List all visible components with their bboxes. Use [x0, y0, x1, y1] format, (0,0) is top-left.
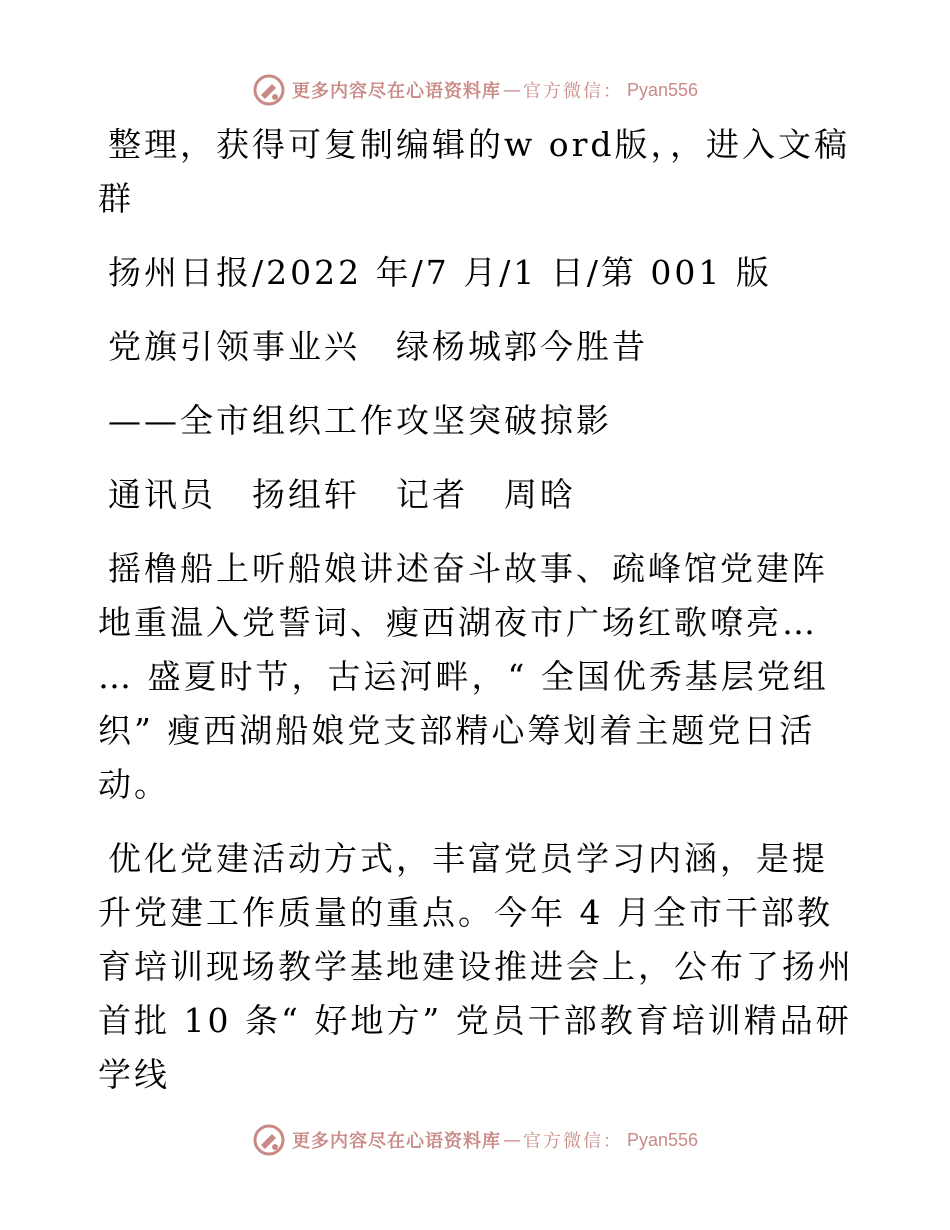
brand-logo-icon: [252, 73, 286, 107]
document-body: [98, 118, 858, 1122]
brand-logo-icon: [252, 1123, 286, 1157]
watermark-text: 更多内容尽在心语资料库: [291, 1131, 501, 1152]
watermark-id: Pyan556: [626, 79, 699, 100]
intro-line: 整理，获得可复制编辑的w ord版，，进入文稿群: [98, 125, 851, 218]
body-paragraph-1: 摇橹船上听船娘讲述奋斗故事、疏峰馆党建阵地重温入党誓词、瘦西湖夜市广场红歌嘹亮… … 盛夏时节，古运河畔，“ 全国优秀基层党组织” 瘦西湖船娘党支部精心筹划着主题党日活动。: [98, 549, 832, 804]
subheadline: ——全市组织工作攻坚突破掠影: [108, 401, 612, 440]
body-paragraph-2: 优化党建活动方式，丰富党员学习内涵，是提升党建工作质量的重点。今年 4 月全市干部教育培训现场教学基地建设推进会上，公布了扬州首批 10 条“ 好地方” 党员干部教育培训精品研学线: [98, 839, 854, 1094]
watermark-text: 更多内容尽在心语资料库: [291, 81, 501, 102]
source-line: 扬州日报/2022 年/7 月/1 日/第 001 版: [108, 253, 772, 292]
watermark-official-label: 官方微信：: [522, 81, 623, 102]
headline: 党旗引领事业兴 绿杨城郭今胜昔: [108, 327, 648, 366]
watermark-official-label: 官方微信：: [522, 1131, 623, 1152]
watermark-header: [0, 70, 950, 110]
watermark-id: Pyan556: [626, 1129, 699, 1150]
byline: 通讯员 扬组轩 记者 周晗: [108, 475, 576, 514]
watermark-dash: —: [502, 1129, 521, 1151]
watermark-dash: —: [502, 79, 521, 101]
watermark-footer: [0, 1120, 950, 1160]
